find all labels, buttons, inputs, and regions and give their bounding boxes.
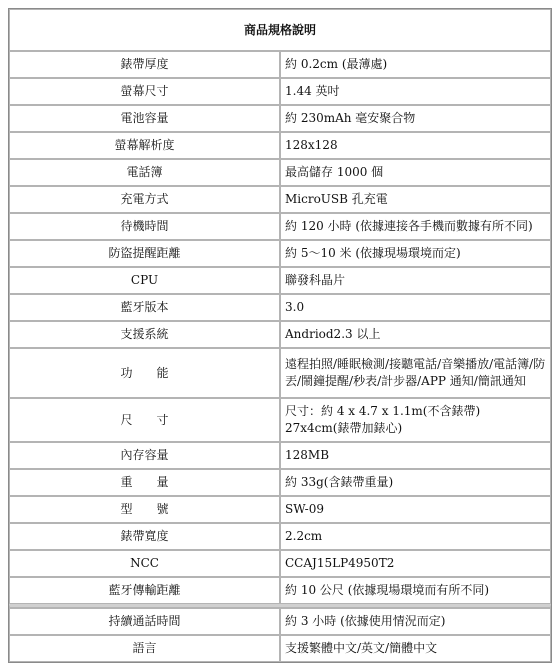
row-label: 螢幕尺寸 — [9, 78, 280, 105]
table-row — [9, 186, 551, 213]
row-label: 重 量 — [9, 469, 280, 496]
row-label: 充電方式 — [9, 186, 280, 213]
table-row — [9, 159, 551, 186]
row-label: 藍牙版本 — [9, 294, 280, 321]
table-row — [9, 321, 551, 348]
table-row — [9, 523, 551, 550]
table-row — [9, 608, 551, 635]
row-value: 尺寸：約 4 x 4.7 x 1.1m(不含錶帶) 27x4cm(錶帶加錶心) — [280, 398, 551, 442]
row-value: Andriod2.3 以上 — [280, 321, 551, 348]
table-row — [9, 442, 551, 469]
row-value: 約 120 小時 (依據連接各手機而數據有所不同) — [280, 213, 551, 240]
row-label: NCC — [9, 550, 280, 577]
table-row — [9, 635, 551, 662]
row-value: 最高儲存 1000 個 — [280, 159, 551, 186]
row-label: CPU — [9, 267, 280, 294]
row-value: SW-09 — [280, 496, 551, 523]
row-value: 約 5～10 米 (依據現場環境而定) — [280, 240, 551, 267]
table-row — [9, 294, 551, 321]
table-row — [9, 51, 551, 78]
row-label: 錶帶厚度 — [9, 51, 280, 78]
row-label: 待機時間 — [9, 213, 280, 240]
table-row — [9, 577, 551, 604]
row-value: 約 33g(含錶帶重量) — [280, 469, 551, 496]
row-value: 遠程拍照/睡眠檢測/接聽電話/音樂播放/電話簿/防丟/鬧鐘提醒/秒表/計步器/APP 通知/簡訊通知 — [280, 348, 551, 398]
table-row — [9, 550, 551, 577]
table-row — [9, 78, 551, 105]
table-row — [9, 496, 551, 523]
table-row — [9, 398, 551, 442]
table-title: 商品規格說明 — [9, 9, 551, 51]
row-value: 約 0.2cm (最薄處) — [280, 51, 551, 78]
row-label: 支援系統 — [9, 321, 280, 348]
row-label: 錶帶寬度 — [9, 523, 280, 550]
table-row — [9, 105, 551, 132]
row-label: 內存容量 — [9, 442, 280, 469]
row-value: CCAJ15LP4950T2 — [280, 550, 551, 577]
row-value: 1.44 英吋 — [280, 78, 551, 105]
table-row — [9, 213, 551, 240]
row-value: 3.0 — [280, 294, 551, 321]
row-value: 約 3 小時 (依據使用情況而定) — [280, 608, 551, 635]
row-value: 約 10 公尺 (依據現場環境而有所不同) — [280, 577, 551, 604]
row-value: MicroUSB 孔充電 — [280, 186, 551, 213]
row-label: 尺 寸 — [9, 398, 280, 442]
spec-table-container — [8, 8, 552, 663]
table-row — [9, 240, 551, 267]
row-label: 型 號 — [9, 496, 280, 523]
row-label: 持續通話時間 — [9, 608, 280, 635]
table-row — [9, 348, 551, 398]
table-row — [9, 267, 551, 294]
row-value: 128x128 — [280, 132, 551, 159]
row-value: 聯發科晶片 — [280, 267, 551, 294]
row-value: 128MB — [280, 442, 551, 469]
row-label: 防盜提醒距離 — [9, 240, 280, 267]
row-label: 功 能 — [9, 348, 280, 398]
row-label: 藍牙傳輸距離 — [9, 577, 280, 604]
table-title-row — [9, 9, 551, 51]
row-value: 2.2cm — [280, 523, 551, 550]
row-value: 支援繁體中文/英文/簡體中文 — [280, 635, 551, 662]
table-row — [9, 469, 551, 496]
row-label: 電池容量 — [9, 105, 280, 132]
spec-table — [8, 8, 552, 663]
row-label: 螢幕解析度 — [9, 132, 280, 159]
row-label: 電話簿 — [9, 159, 280, 186]
table-row — [9, 132, 551, 159]
row-label: 語言 — [9, 635, 280, 662]
row-value: 約 230mAh 毫安聚合物 — [280, 105, 551, 132]
